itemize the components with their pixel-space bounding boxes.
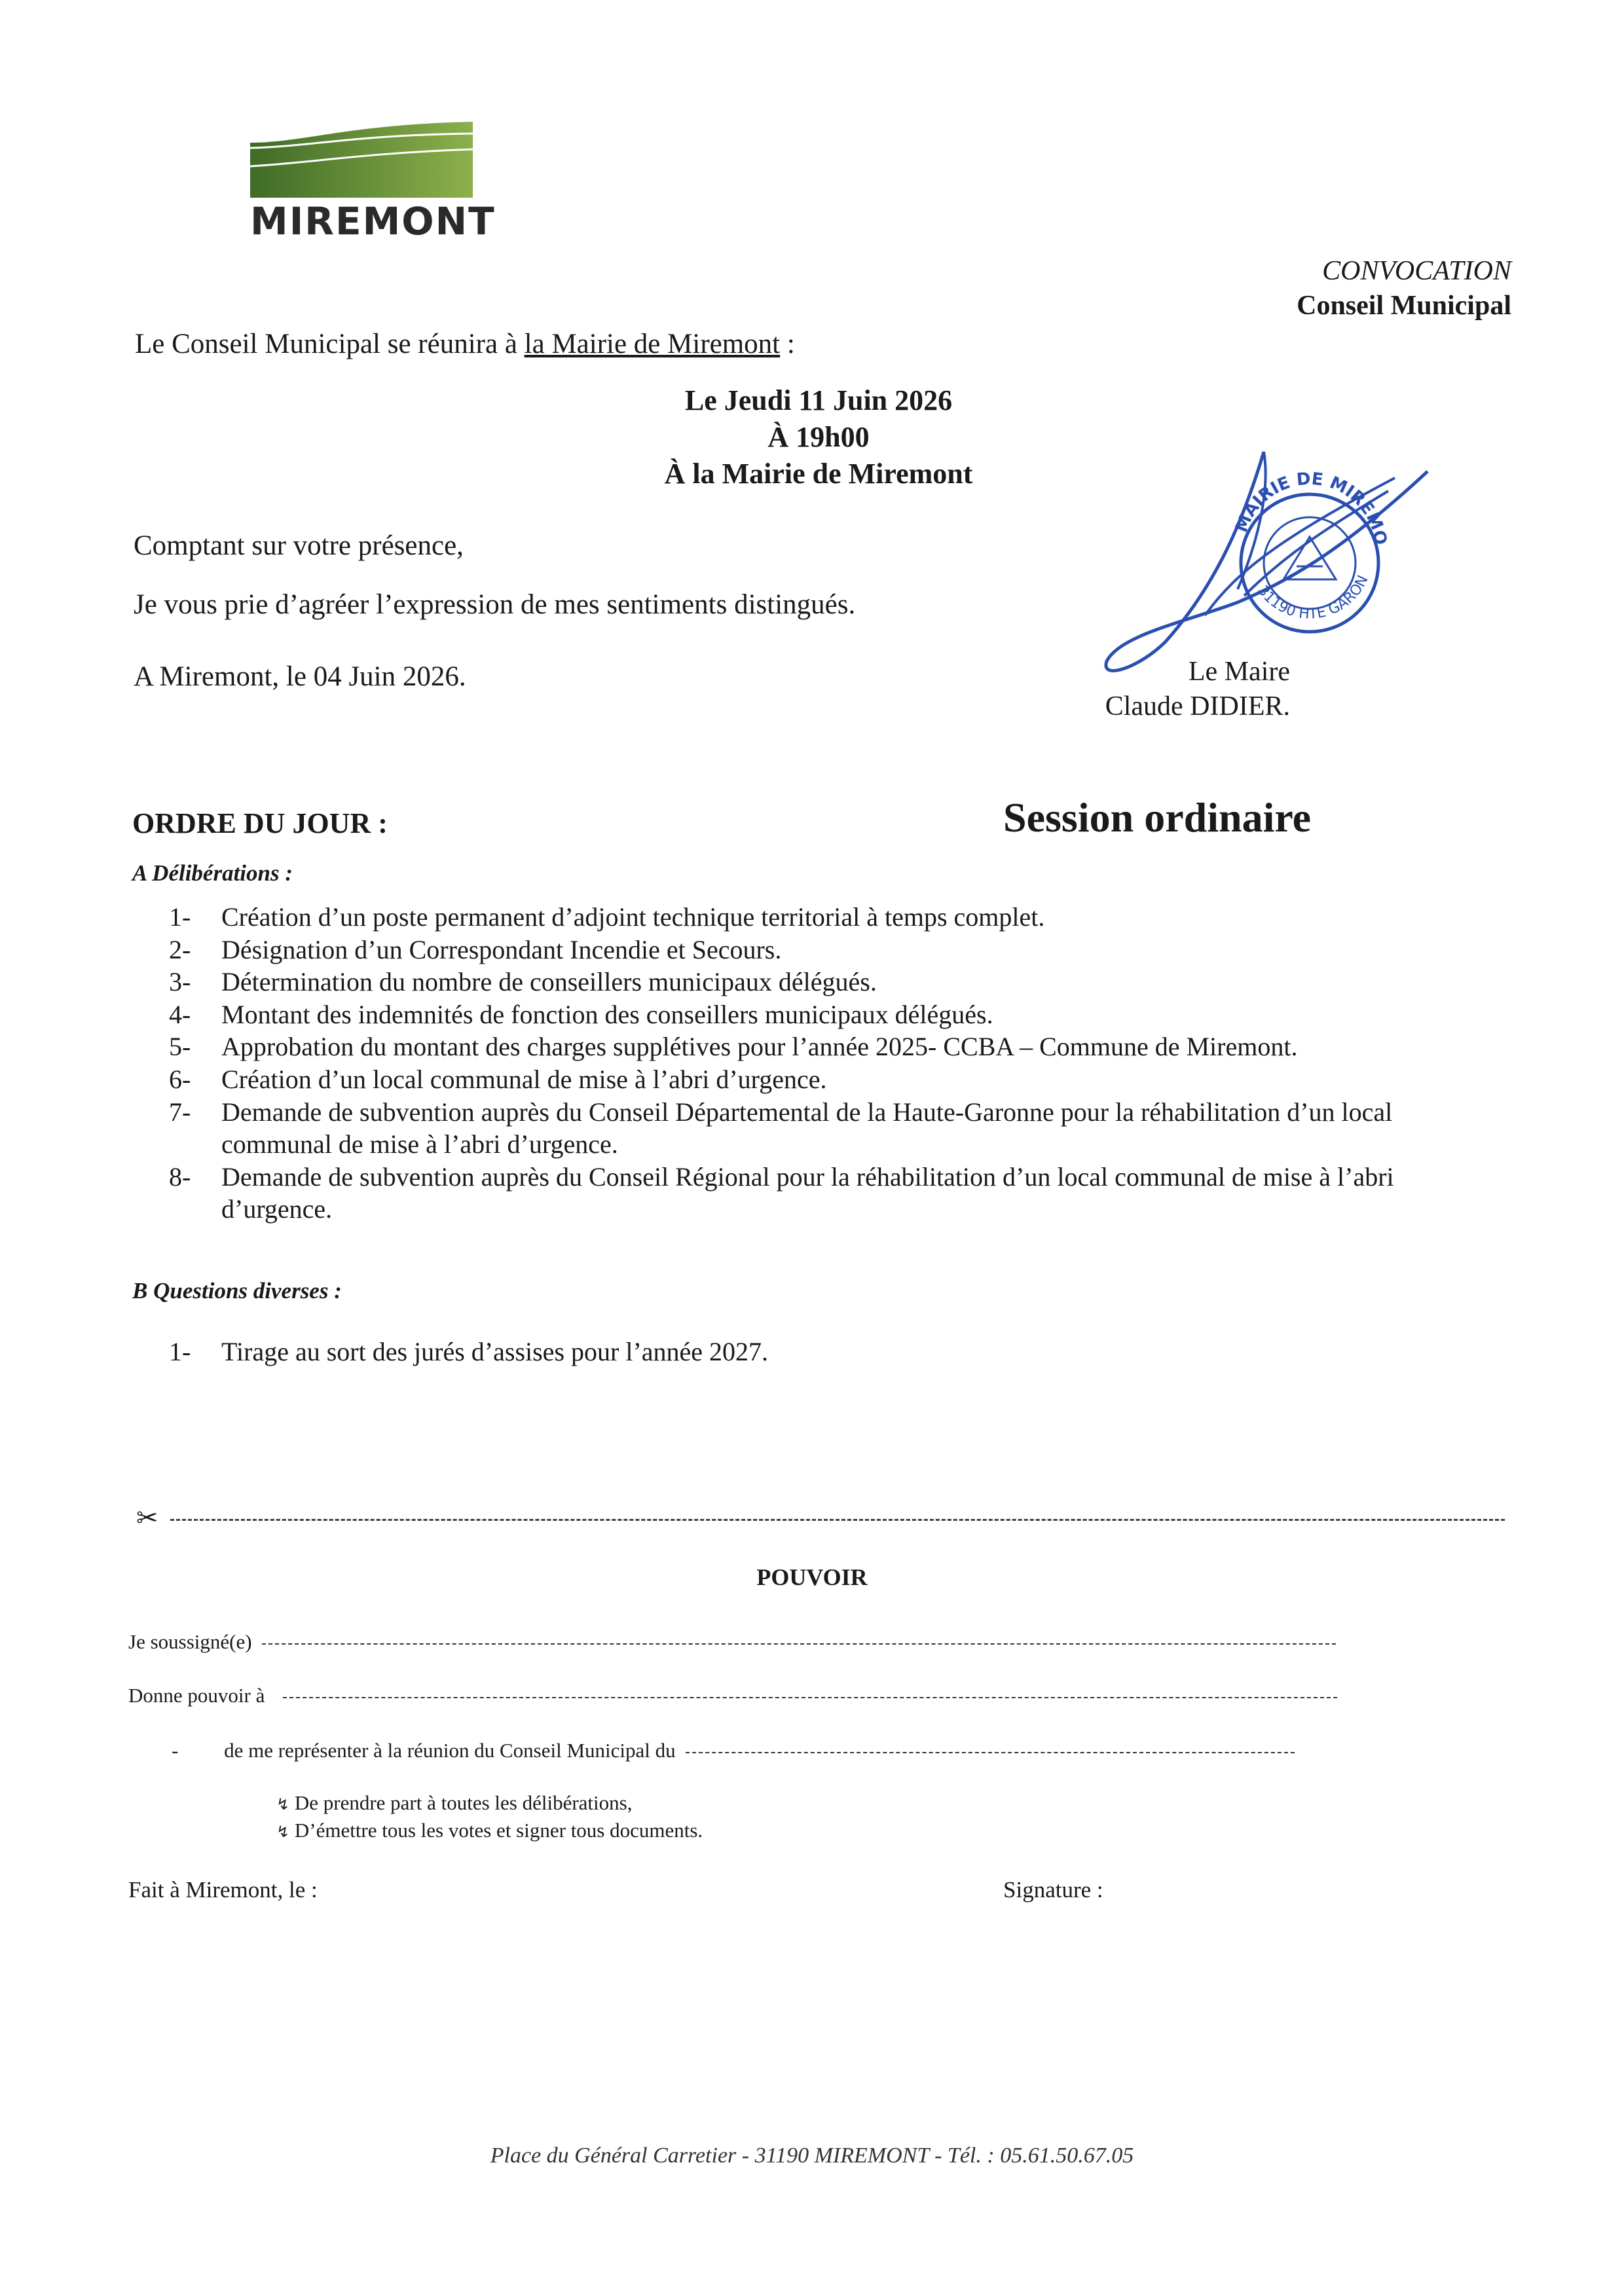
meeting-place: À la Mairie de Miremont <box>664 457 973 490</box>
logo-hills-icon <box>250 119 473 198</box>
convocation-header <box>1297 254 1511 323</box>
cut-dashes <box>170 1519 1505 1521</box>
list-item: 7- Demande de subvention auprès du Conseil Départemental de la Haute-Garonne pour la réhabilitation d’un local communal de mise à l’abri d’urgence. <box>169 1097 1393 1159</box>
list-item: 8- Demande de subvention auprès du Conseil Régional pour la réhabilitation d’un local communal de mise à l’abri d’urgence. <box>169 1161 1394 1224</box>
signature-label: Signature : <box>1003 1877 1103 1903</box>
intro-place: la Mairie de Miremont <box>524 329 781 359</box>
closing-line-1: Comptant sur votre présence, <box>134 530 464 561</box>
deliberations-list <box>169 901 1524 1226</box>
donne-row <box>128 1684 1337 1707</box>
arrow-bullet-icon: ↯ <box>276 1795 290 1813</box>
stamp-bottom-text: 31190 HTE GARON <box>1254 573 1372 623</box>
represent-dash: - <box>172 1739 179 1762</box>
agenda-title: ORDRE DU JOUR : <box>132 807 388 839</box>
convocation-title: CONVOCATION <box>1322 256 1511 286</box>
section-b-heading: B Questions diverses : <box>132 1278 342 1303</box>
questions-list <box>169 1336 1524 1368</box>
session-type: Session ordinaire <box>1003 794 1311 841</box>
fait-label: Fait à Miremont, le : <box>128 1877 318 1903</box>
list-item: 5- Approbation du montant des charges supplétives pour l’année 2025- CCBA – Commune de Miremont. <box>169 1032 1298 1062</box>
power-item-2: ↯ D’émettre tous les votes et signer tous documents. <box>276 1819 703 1842</box>
list-item: 1- Création d’un poste permanent d’adjoint technique territorial à temps complet. <box>169 902 1045 932</box>
soussigne-label: Je soussigné(e) <box>128 1630 252 1653</box>
list-item: 4- Montant des indemnités de fonction des conseillers municipaux délégués. <box>169 999 993 1029</box>
list-item: 6- Création d’un local communal de mise à l’abri d’urgence. <box>169 1064 827 1094</box>
represent-label: de me représenter à la réunion du Conseil Municipal du <box>224 1739 676 1762</box>
footer-address: Place du Général Carretier - 31190 MIREMONT - Tél. : 05.61.50.67.05 <box>490 2143 1134 2168</box>
soussigne-field[interactable] <box>262 1643 1336 1645</box>
list-item: 2- Désignation d’un Correspondant Incendie et Secours. <box>169 934 782 964</box>
list-item: 1- Tirage au sort des jurés d’assises pour l’année 2027. <box>169 1337 769 1366</box>
miremont-logo <box>250 119 496 244</box>
list-item: 3- Détermination du nombre de conseillers municipaux délégués. <box>169 967 877 997</box>
intro-line <box>135 327 795 361</box>
cut-line <box>136 1503 1505 1533</box>
pouvoir-title: POUVOIR <box>756 1564 868 1590</box>
convocation-subtitle: Conseil Municipal <box>1297 290 1511 321</box>
section-a-heading: A Délibérations : <box>132 860 293 886</box>
arrow-bullet-icon: ↯ <box>276 1823 290 1841</box>
stamp-top-text: MAIRIE DE MIREMO <box>1232 469 1391 547</box>
scissors-icon: ✂ <box>136 1503 158 1533</box>
soussigne-row <box>128 1630 1336 1654</box>
meeting-date-field[interactable] <box>686 1752 1295 1753</box>
signatory-role: Le Maire <box>1188 657 1290 687</box>
logo-text: MIREMONT <box>250 199 496 244</box>
closing-line-2: Je vous prie d’agréer l’expression de mes sentiments distingués. <box>134 589 856 620</box>
signatory-block <box>989 655 1290 723</box>
donne-label: Donne pouvoir à <box>128 1684 265 1707</box>
meeting-time: À 19h00 <box>767 420 870 453</box>
svg-text:31190 HTE GARONNE <box>1087 439 1372 623</box>
meeting-date: Le Jeudi 11 Juin 2026 <box>684 384 953 416</box>
closing-date: A Miremont, le 04 Juin 2026. <box>134 661 466 692</box>
intro-suffix: : <box>780 329 795 359</box>
represent-row <box>172 1739 1295 1762</box>
donne-field[interactable] <box>283 1697 1337 1698</box>
intro-prefix: Le Conseil Municipal se réunira à <box>135 329 525 359</box>
power-item-1: ↯ De prendre part à toutes les délibérations, <box>276 1791 633 1814</box>
svg-text:MAIRIE DE MIREMONT <box>1087 439 1390 547</box>
signatory-name: Claude DIDIER. <box>1105 691 1290 721</box>
